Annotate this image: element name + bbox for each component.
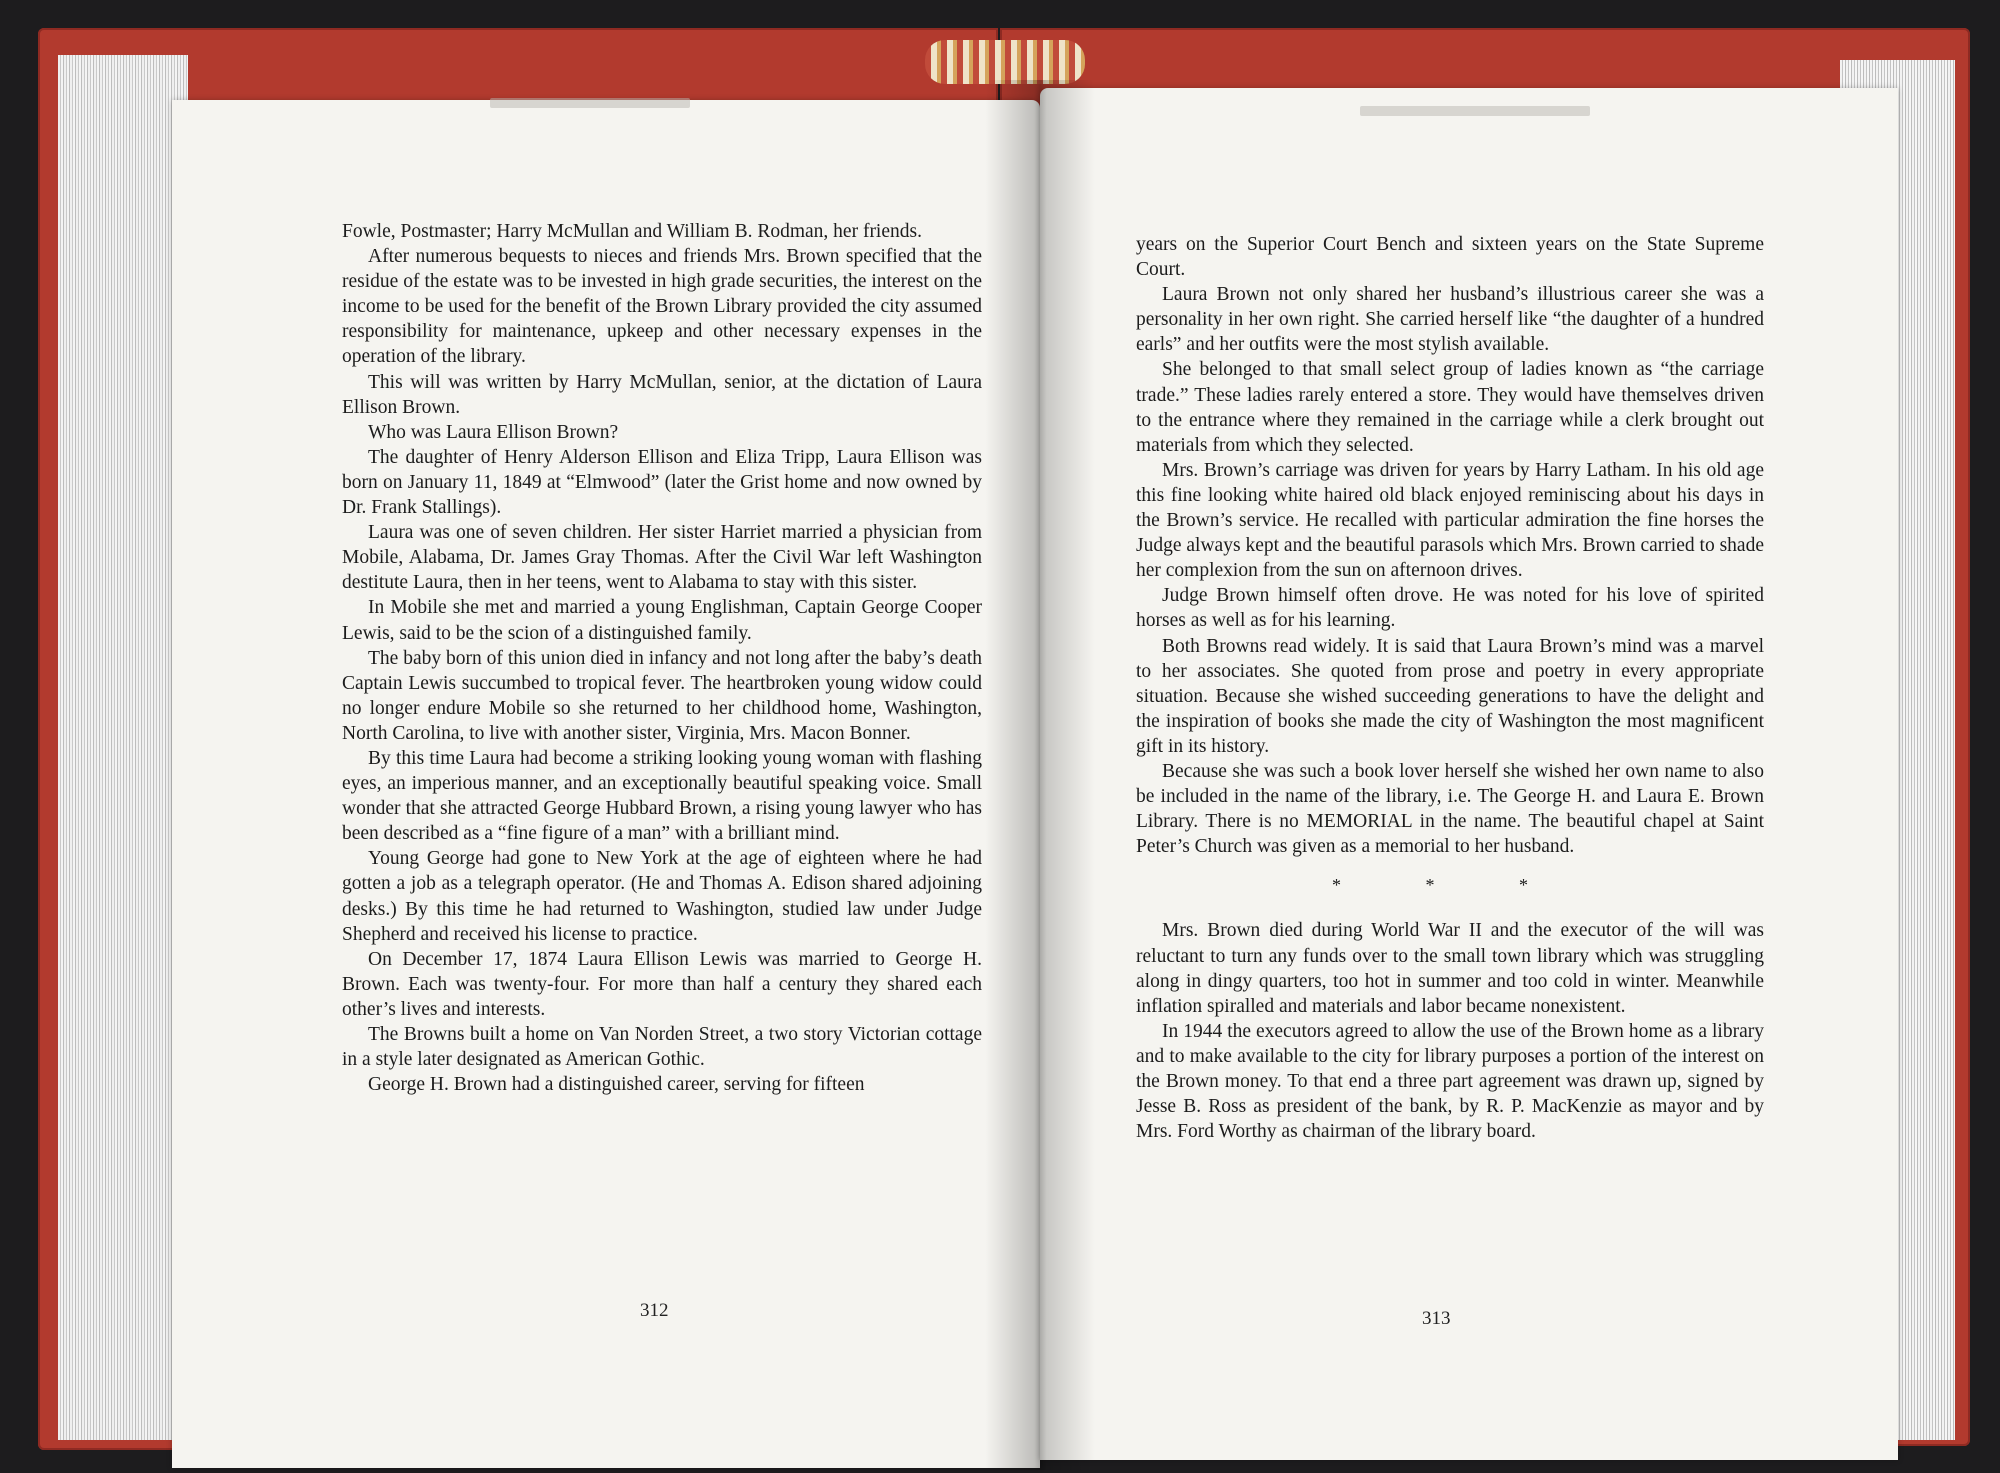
- page-number: 312: [640, 1300, 669, 1321]
- paragraph: This will was written by Harry McMullan, senior, at the dictation of Laura Ellison Brown.: [342, 371, 982, 418]
- paragraph: Who was Laura Ellison Brown?: [368, 421, 619, 443]
- paragraph: She belonged to that small select group of ladies known as “the carriage trade.” These ladies rarely entered a store. They would have themselves driven to the entrance where they remained in the carriage while a clerk brought out materials from which they selected.: [1136, 359, 1764, 456]
- paragraph: In Mobile she met and married a young Englishman, Captain George Cooper Lewis, said to be the scion of a distinguished family.: [342, 597, 982, 644]
- paragraph: Because she was such a book lover herself she wished her own name to also be included in the name of the library, i.e. The George H. and Laura E. Brown Library. There is no MEMORIAL in the name. The beautiful chapel at Saint Peter’s Church was given as a memorial to her husband.: [1136, 760, 1764, 858]
- paragraph: The daughter of Henry Alderson Ellison and Eliza Tripp, Laura Ellison was born on January 11, 1849 at “Elmwood” (later the Grist home and now owned by Dr. Frank Stallings).: [342, 446, 982, 519]
- page-edges-left: [58, 55, 188, 1440]
- page-number: 313: [1422, 1308, 1451, 1329]
- section-break: * * *: [1332, 875, 1568, 896]
- paragraph: The baby born of this union died in infancy and not long after the baby’s death Captain Lewis succumbed to tropical fever. The heartbroken young widow could no longer endure Mobile so she returned to her childhood home, Washington, North Carolina, to live with another sister, Virginia, Mrs. Macon Bonner.: [342, 647, 982, 744]
- paragraph: Young George had gone to New York at the age of eighteen where he had gotten a job as a telegraph operator. (He and Thomas A. Edison shared adjoining desks.) By this time he had returned to Washington, studied law under Judge Shepherd and received his license to practice.: [342, 848, 982, 945]
- headband: [925, 40, 1085, 84]
- paragraph: Laura was one of seven children. Her sister Harriet married a physician from Mobile, Alabama, Dr. James Gray Thomas. After the Civil War left Washington destitute Laura, then in her teens, went to Alabama to stay with this sister.: [342, 522, 982, 594]
- paragraph: Both Browns read widely. It is said that Laura Brown’s mind was a marvel to her associates. She quoted from prose and poetry in every appropriate situation. Because she wished succeeding generations to have the delight and the inspiration of books she made the city of Washington the most magnificent gift in its history.: [1136, 635, 1764, 757]
- show-through-mark: [1360, 106, 1590, 116]
- paragraph: Mrs. Brown died during World War II and the executor of the will was reluctant to turn any funds over to the small town library which was struggling along in dingy quarters, too hot in summer and too cold in winter. Meanwhile inflation spiralled and materials and labor became nonexistent.: [1136, 920, 1764, 1017]
- paragraph: The Browns built a home on Van Norden Street, a two story Victorian cottage in a style later designated as American Gothic.: [342, 1024, 982, 1071]
- paragraph: George H. Brown had a distinguished career, serving for fifteen: [368, 1074, 865, 1096]
- paragraph: Mrs. Brown’s carriage was driven for years by Harry Latham. In his old age this fine looking white haired old black enjoyed reminiscing about his days in the Brown’s service. He recalled with particular admiration the fine horses the Judge always kept and the beautiful parasols which Mrs. Brown carried to shade her complexion from the sun on afternoon drives.: [1136, 459, 1764, 582]
- paragraph: In 1944 the executors agreed to allow the use of the Brown home as a library and to make available to the city for library purposes a portion of the interest on the Brown money. To that end a three part agreement was drawn up, signed by Jesse B. Ross as president of the bank, by R. P. MacKenzie as mayor and by Mrs. Ford Worthy as chairman of the library board.: [1136, 1020, 1764, 1143]
- paragraph: Judge Brown himself often drove. He was noted for his love of spirited horses as well as for his learning.: [1136, 585, 1764, 632]
- left-page-text: [342, 219, 982, 1097]
- paragraph: After numerous bequests to nieces and friends Mrs. Brown specified that the residue of the estate was to be invested in high grade securities, the interest on the income to be used for the benefit of the Brown Library provided the city assumed responsibility for maintenance, upkeep and other necessary expenses in the operation of the library.: [342, 246, 982, 368]
- right-page-text: [1136, 232, 1764, 1144]
- paragraph: years on the Superior Court Bench and sixteen years on the State Supreme Court.: [1136, 234, 1764, 281]
- paragraph: Laura Brown not only shared her husband’s illustrious career she was a personality in her own right. She carried herself like “the daughter of a hundred earls” and her outfits were the most stylish available.: [1136, 284, 1764, 356]
- show-through-mark: [490, 98, 690, 108]
- paragraph: On December 17, 1874 Laura Ellison Lewis was married to George H. Brown. Each was twenty-four. For more than half a century they shared each other’s lives and interests.: [342, 948, 982, 1020]
- paragraph: By this time Laura had become a striking looking young woman with flashing eyes, an imperious manner, and an exceptionally beautiful speaking voice. Small wonder that she attracted George Hubbard Brown, a rising young lawyer who has been described as a “fine figure of a man” with a brilliant mind.: [342, 747, 982, 845]
- paragraph: Fowle, Postmaster; Harry McMullan and William B. Rodman, her friends.: [342, 221, 922, 242]
